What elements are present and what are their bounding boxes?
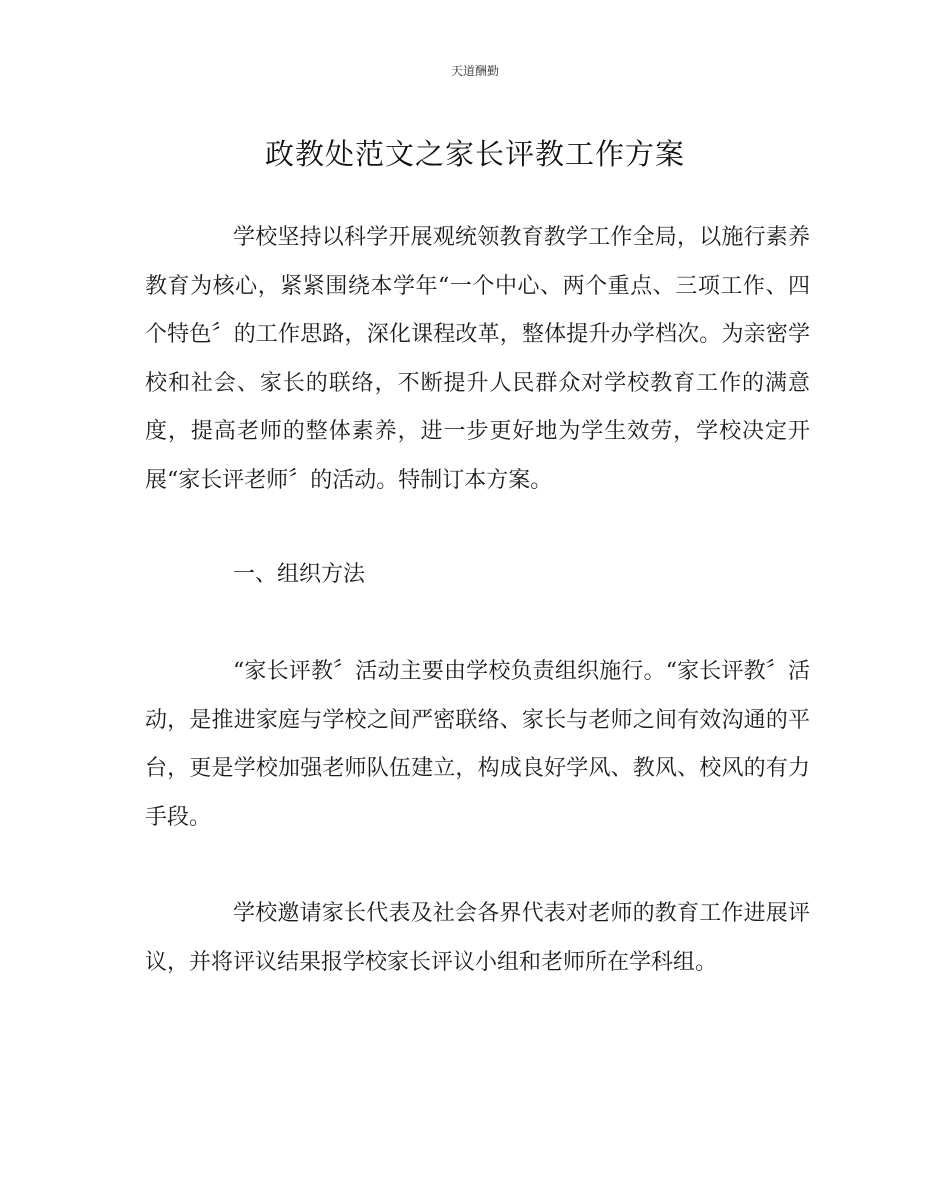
page-header: 天道酬勤: [450, 64, 499, 78]
section-heading-organization: 一、组织方法: [233, 562, 366, 587]
body-paragraph: 学校邀请家长代表及社会各界代表对老师的教育工作进展评议，并将评议结果报学校家长评议小组和老师所在学科组。: [145, 901, 810, 975]
body-paragraph: “家长评教〞活动主要由学校负责组织施行。“家长评教〞活动，是推进家庭与学校之间严密联络、家长与老师之间有效沟通的平台，更是学校加强老师队伍建立，构成良好学风、教风、校风的有力手段。: [145, 659, 810, 830]
document-title: 政教处范文之家长评教工作方案: [264, 137, 685, 171]
intro-paragraph: 学校坚持以科学开展观统领教育教学工作全局，以施行素养教育为核心，紧紧围绕本学年“一个中心、两个重点、三项工作、四个特色〞的工作思路，深化课程改革，整体提升办学档次。为亲密学校和社会、家长的联络，不断提升人民群众对学校教育工作的满意度，提高老师的整体素养，进一步更好地为学生效劳，学校决定开展“家长评老师〞的活动。特制订本方案。: [145, 225, 810, 493]
